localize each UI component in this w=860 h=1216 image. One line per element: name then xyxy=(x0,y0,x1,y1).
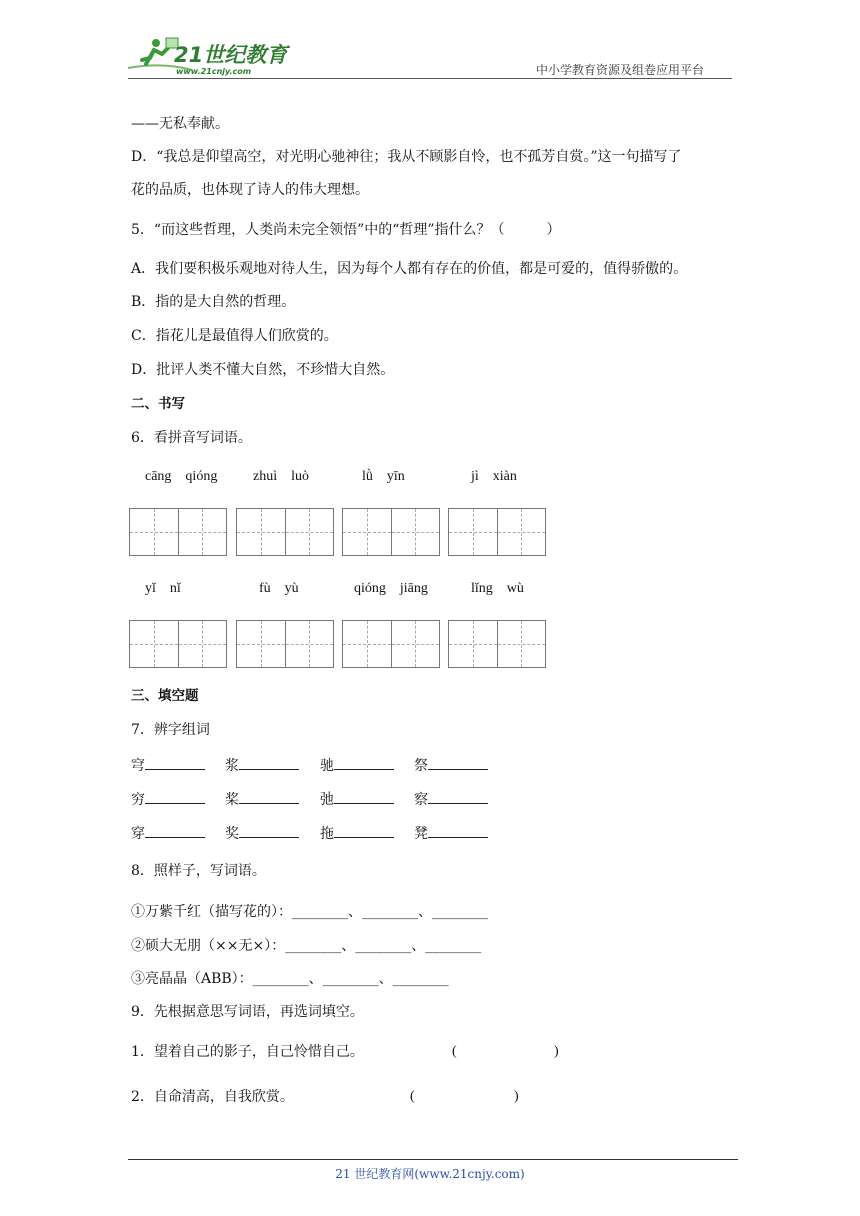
q8-item-1[interactable]: ①万紫千红（描写花的）：________、________、________ xyxy=(131,904,488,920)
writing-grid[interactable] xyxy=(342,620,440,668)
section-2-heading: 二、书写 xyxy=(131,396,185,412)
q5-option-b: B．指的是大自然的哲理。 xyxy=(131,294,296,310)
q4-option-d-line1: D．“我总是仰望高空，对光明心驰神往；我从不顾影自怜，也不孤芳自赏。”这一句描写了 xyxy=(131,149,682,165)
q6-stem: 6．看拼音写词语。 xyxy=(131,430,252,446)
answer-blank[interactable] xyxy=(334,789,394,804)
svg-text:21世纪教育: 21世纪教育 xyxy=(174,43,288,67)
header-divider xyxy=(128,78,732,79)
q7-item: 凳 xyxy=(414,823,488,844)
writing-grid[interactable] xyxy=(236,620,334,668)
platform-tagline: 中小学教育资源及组卷应用平台 xyxy=(536,63,705,77)
pinyin-label: zhuì luò xyxy=(253,469,309,484)
section-3-heading: 三、填空题 xyxy=(131,688,199,704)
answer-blank[interactable] xyxy=(239,823,299,838)
q9-item-2-paren-open[interactable]: ( xyxy=(410,1089,415,1104)
q8-stem: 8．照样子，写词语。 xyxy=(131,863,266,879)
q8-item-3[interactable]: ③亮晶晶（ABB）：________、________、________ xyxy=(131,971,449,987)
q7-item: 浆 xyxy=(225,755,299,776)
pinyin-label: qióng jiāng xyxy=(354,581,428,596)
q4-option-d-line2: 花的品质，也体现了诗人的伟大理想。 xyxy=(131,182,369,198)
q9-item-1-paren-open[interactable]: ( xyxy=(452,1044,457,1059)
pinyin-label: fù yù xyxy=(259,581,299,596)
pinyin-label: yǐ nǐ xyxy=(145,581,181,596)
answer-blank[interactable] xyxy=(428,789,488,804)
answer-blank[interactable] xyxy=(428,823,488,838)
answer-blank[interactable] xyxy=(239,789,299,804)
q5-option-c: C．指花儿是最值得人们欣赏的。 xyxy=(131,328,338,344)
q7-item: 穷 xyxy=(131,789,205,810)
footer-divider xyxy=(128,1159,738,1160)
q8-item-2[interactable]: ②硕大无朋（××无×）：________、________、________ xyxy=(131,938,482,954)
answer-blank[interactable] xyxy=(145,755,205,770)
writing-grid[interactable] xyxy=(129,508,227,556)
q7-item: 桨 xyxy=(225,789,299,810)
q7-item: 弛 xyxy=(320,789,394,810)
writing-grid[interactable] xyxy=(129,620,227,668)
q7-item: 祭 xyxy=(414,755,488,776)
writing-grid[interactable] xyxy=(448,620,546,668)
footer-text[interactable]: 21 世纪教育网(www.21cnjy.com) xyxy=(335,1167,525,1181)
q5-stem: 5．“而这些哲理，人类尚未完全领悟”中的“哲理”指什么？（ ） xyxy=(131,222,561,238)
q9-item-2: 2．自命清高，自我欣赏。 xyxy=(131,1089,294,1105)
answer-blank[interactable] xyxy=(145,789,205,804)
q7-item: 驰 xyxy=(320,755,394,776)
q9-item-1: 1．望着自己的影子，自己怜惜自己。 xyxy=(131,1044,364,1060)
q7-item: 奖 xyxy=(225,823,299,844)
writing-grid[interactable] xyxy=(342,508,440,556)
q7-item: 穿 xyxy=(131,823,205,844)
answer-blank[interactable] xyxy=(145,823,205,838)
q7-stem: 7．辨字组词 xyxy=(131,722,210,738)
q5-option-a: A．我们要积极乐观地对待人生，因为每个人都有存在的价值，都是可爱的，值得骄傲的。 xyxy=(131,261,688,277)
q9-item-1-paren-close[interactable]: ) xyxy=(554,1044,559,1059)
q5-option-d: D．批评人类不懂大自然，不珍惜大自然。 xyxy=(131,362,395,378)
writing-grid[interactable] xyxy=(236,508,334,556)
q4-continuation: ——无私奉献。 xyxy=(131,116,229,132)
site-logo xyxy=(122,34,292,78)
writing-grid[interactable] xyxy=(448,508,546,556)
q7-item: 察 xyxy=(414,789,488,810)
pinyin-label: lǜ yīn xyxy=(362,469,405,484)
svg-text:www.21cnjy.com: www.21cnjy.com xyxy=(176,67,252,76)
q9-item-2-paren-close[interactable]: ) xyxy=(514,1089,519,1104)
answer-blank[interactable] xyxy=(334,755,394,770)
answer-blank[interactable] xyxy=(334,823,394,838)
pinyin-label: cāng qióng xyxy=(145,469,218,484)
q7-item: 拖 xyxy=(320,823,394,844)
q7-item: 穹 xyxy=(131,755,205,776)
answer-blank[interactable] xyxy=(239,755,299,770)
q9-stem: 9．先根据意思写词语，再选词填空。 xyxy=(131,1004,364,1020)
pinyin-label: jì xiàn xyxy=(471,469,517,484)
pinyin-label: lǐng wù xyxy=(471,581,524,596)
answer-blank[interactable] xyxy=(428,755,488,770)
